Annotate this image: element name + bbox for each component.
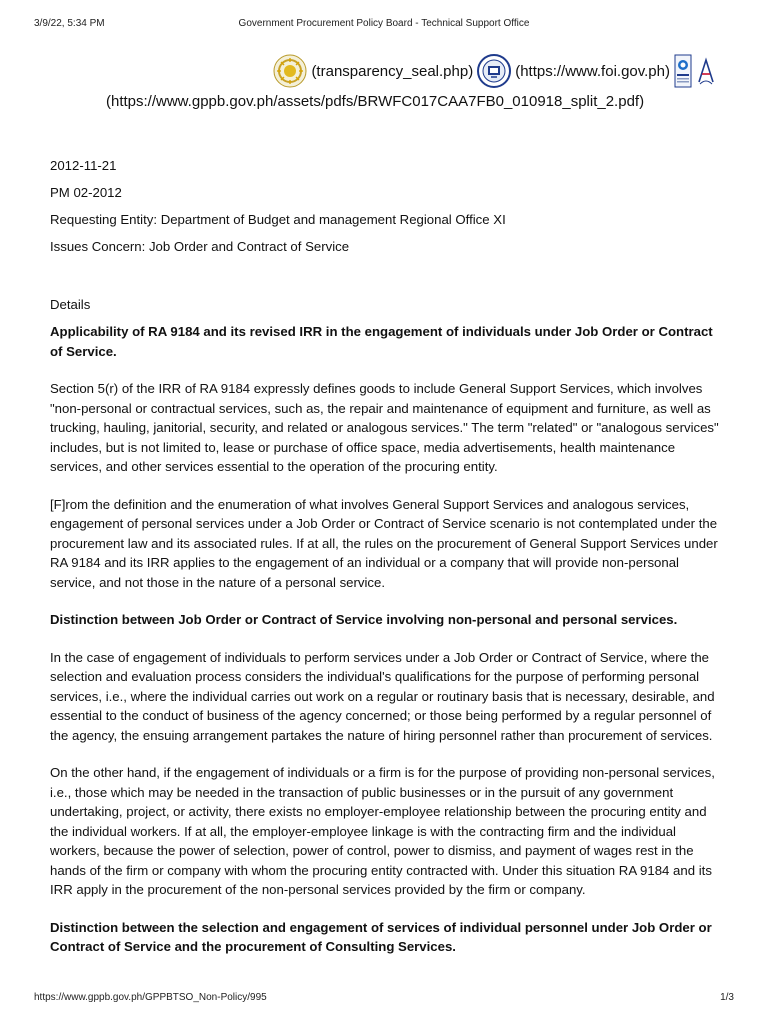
section-heading: Distinction between the selection and engagement of services of individual personnel under Job Order or Contract of Service and the procurement of Consulting Services. (50, 919, 712, 954)
memo-meta (50, 156, 720, 257)
print-page-title: Government Procurement Policy Board - Technical Support Office (238, 18, 530, 29)
page-number: 1/3 (720, 992, 734, 1003)
section-paragraph: Section 5(r) of the IRR of RA 9184 expressly defines goods to include General Support Services, which involves "non-personal or contractual services, such as, the repair and maintenance of equipment and furniture, as well as trucking, hauling, janitorial, security, and related or analogous services." The term "related" or "analogous services" includes, but is not limited to, lease or purchase of office space, media advertisements, health maintenance services, and other services essential to the operation of the procuring entity. (50, 381, 719, 474)
foi-link[interactable]: (https://www.foi.gov.ph) (515, 62, 670, 80)
print-datetime: 3/9/22, 5:34 PM (34, 18, 105, 29)
iso-certification-icon (674, 54, 692, 88)
pdf-link[interactable]: (https://www.gppb.gov.ph/assets/pdfs/BRWFC017CAA7FB0_010918_split_2.pdf) (106, 93, 645, 110)
section-heading: Applicability of RA 9184 and its revised IRR in the engagement of individuals under Job Order or Contract of Service. (50, 324, 713, 359)
transparency-seal-link[interactable]: (transparency_seal.php) (311, 62, 474, 80)
requesting-entity: Requesting Entity: Department of Budget and management Regional Office XI (50, 212, 506, 227)
details-label: Details (50, 296, 91, 312)
memo-number: PM 02-2012 (50, 185, 122, 200)
transparency-seal-icon[interactable] (273, 54, 307, 88)
foi-seal-icon[interactable] (477, 54, 511, 88)
issues-concern: Issues Concern: Job Order and Contract of Service (50, 239, 350, 254)
print-header (34, 18, 734, 32)
seal-links-row (0, 52, 768, 90)
section-paragraph: On the other hand, if the engagement of individuals or a firm is for the purpose of providing non-personal services, i.e., those which may be needed in the transaction of public businesses or in the pursuit of any government undertaking, project, or activity, there exists no employer-employee relationship between the procuring entity and the individual workers. If at all, the employer-employee linkage is with the contracting firm and the individual workers, because the power of selection, power of control, power to dismiss, and payment of wages rest in the hands of the firm or company with whom the procuring entity contracted with. Under this situation RA 9184 and its IRR apply in the procurement of the non-personal services provided by the firm or company. (50, 765, 715, 897)
section-heading: Distinction between Job Order or Contract of Service involving non-personal and personal services. (50, 612, 678, 627)
accreditation-badge-icon (696, 54, 716, 88)
section-paragraph: In the case of engagement of individuals to perform services under a Job Order or Contract of Service, where the selection and evaluation process considers the individual's qualifications for the purpose of performing personal services, i.e., where the individual carries out work on a regular or routinary basis that is necessary, desirable, and essential to the conduct of business of the agency concerned; or those being performed by a regular personnel of the agency, the ensuing arrangement partakes the nature of hiring personnel rather than procurement of services. (50, 649, 715, 743)
footer-url: https://www.gppb.gov.ph/GPPBTSO_Non-Policy/995 (34, 992, 267, 1003)
section-paragraph: [F]rom the definition and the enumeration of what involves General Support Services and analogous services, engagement of personal services under a Job Order or Contract of Service scenario is not contemplated under the procurement law and its associated rules. If at all, the rules on the procurement of General Support Services under RA 9184 and its IRR applies to the engagement of an individual or a company that will provide non-personal service, and not those in the nature of a personal service. (50, 496, 718, 590)
document-content (50, 156, 720, 975)
memo-date: 2012-11-21 (50, 158, 117, 173)
